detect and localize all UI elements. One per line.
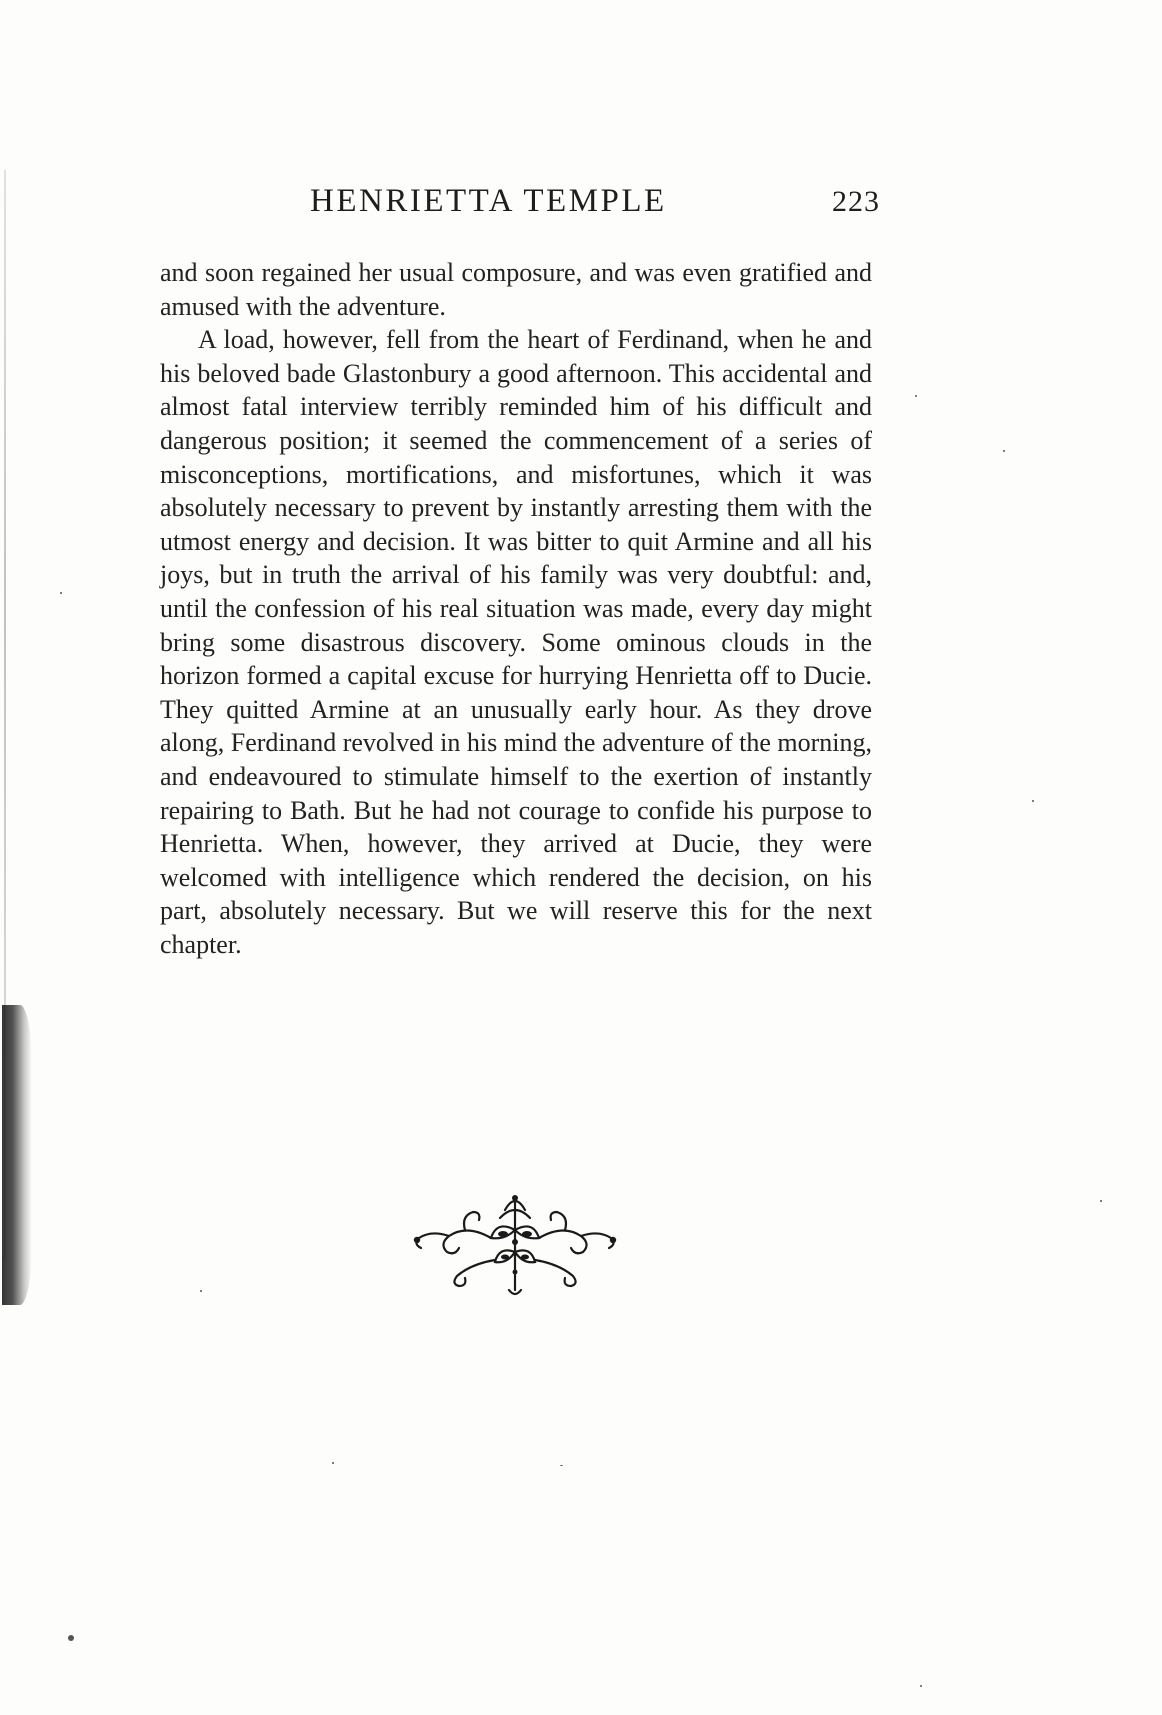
floral-tailpiece-ornament-icon	[405, 1190, 625, 1300]
page-number: 223	[832, 185, 880, 218]
paragraph: and soon regained her usual composure, and was even gratified and amused with the adventure.	[160, 258, 872, 321]
page-header	[160, 183, 880, 233]
body-text	[160, 256, 872, 961]
paragraph: A load, however, fell from the heart of Ferdinand, when he and his beloved bade Glastonbury a good afternoon. This accidental and almost fatal interview terribly reminded him of his difficult and dangerous position; it seemed the commencement of a series of misconceptions, mortifications, and misfortunes, which it was absolutely necessary to prevent by instantly arresting them with the utmost energy and decision. It was bitter to quit Armine and all his joys, but in truth the arrival of his family was very doubtful: and, until the confession of his real situation was made, every day might bring some disastrous discovery. Some ominous clouds in the horizon formed a capital excuse for hurrying Henrietta off to Ducie. They quitted Armine at an unusually early hour. As they drove along, Ferdinand revolved in his mind the adventure of the morning, and endeavoured to stimulate himself to the exertion of instantly repairing to Bath. But he had not courage to confide his purpose to Henrietta. When, however, they arrived at Ducie, they were welcomed with intelligence which rendered the decision, on his part, absolutely necessary. But we will reserve this for the next chapter.	[160, 325, 872, 959]
running-title: HENRIETTA TEMPLE	[310, 183, 667, 219]
binding-shadow	[2, 1005, 32, 1305]
